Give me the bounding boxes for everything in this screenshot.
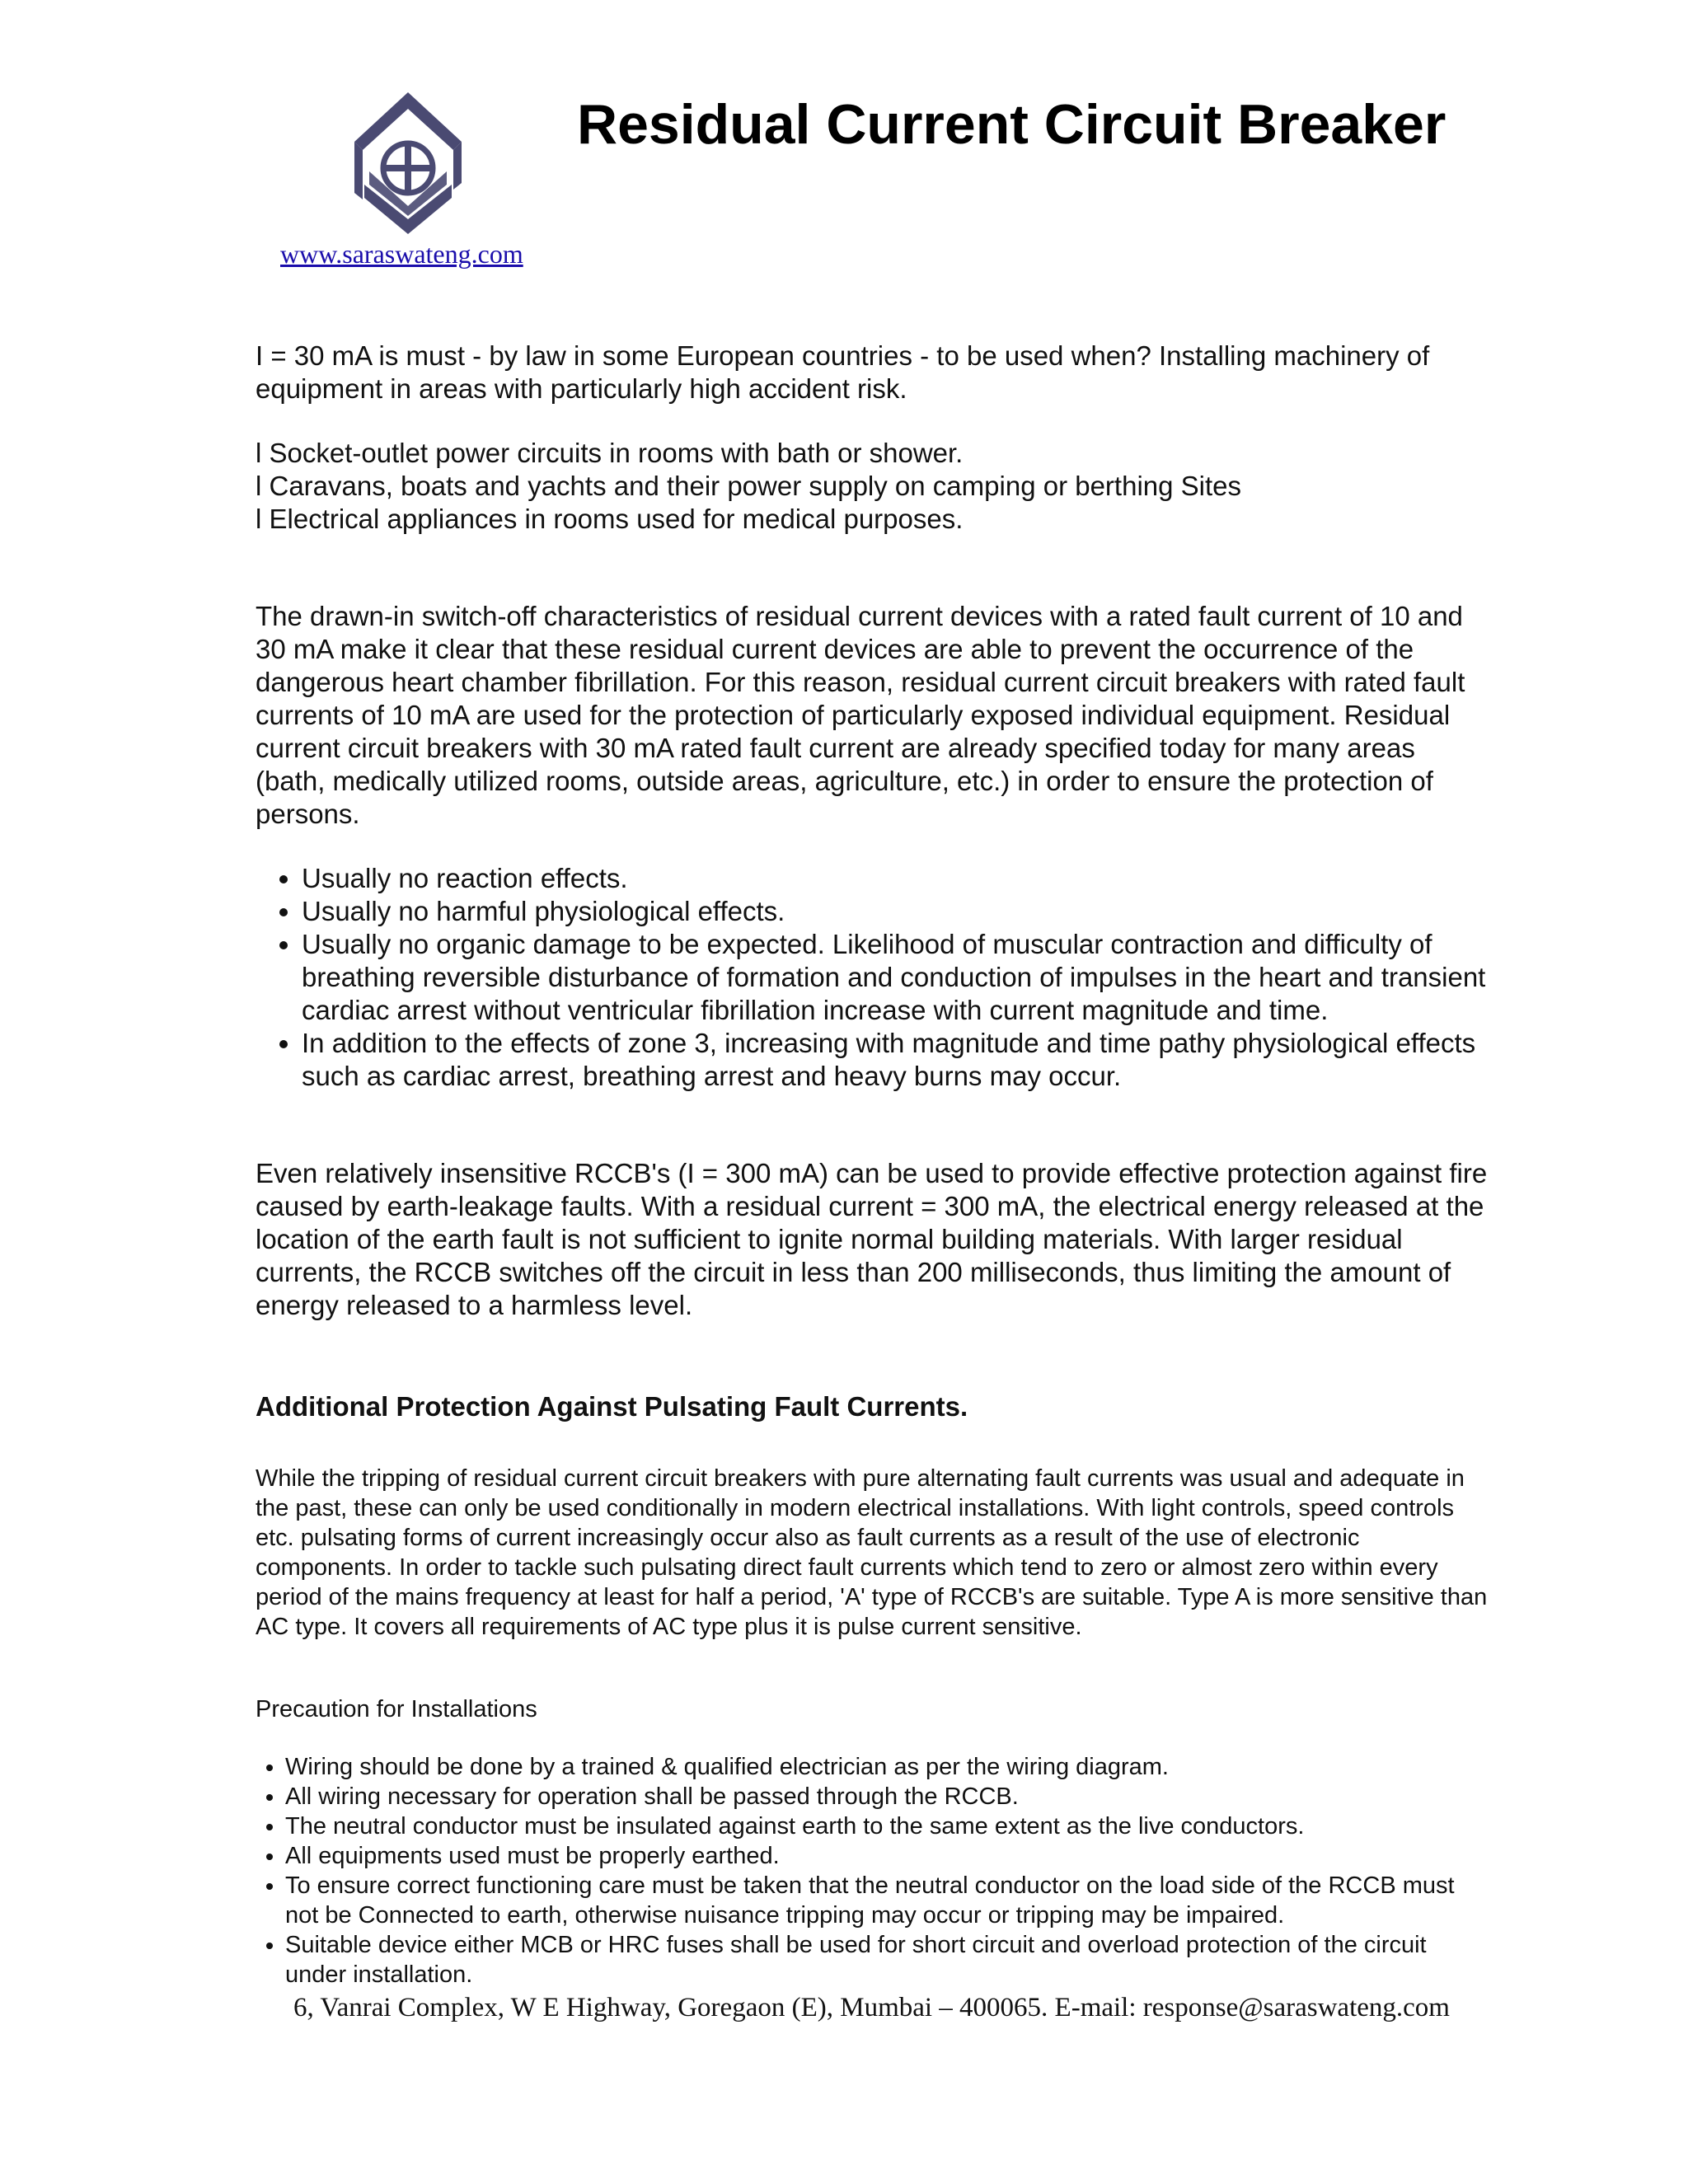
website-link[interactable]: www.saraswateng.com	[280, 239, 523, 269]
characteristics-paragraph: The drawn-in switch-off characteristics of residual current devices with a rated fault current of 10 and 30 mA make it clear that these residual current devices are able to prevent the occurrence of the dangerous heart chamber fibrillation. For this reason, residual current circuit breakers with rated fault currents of 10 mA are used for the protection of particularly exposed individual equipment. Residual current circuit breakers with 30 mA rated fault current are already specified today for many areas (bath, medically utilized rooms, outside areas, agriculture, etc.) in order to ensure the protection of persons.	[256, 601, 1465, 829]
application-list	[256, 437, 1492, 536]
list-item: l Caravans, boats and yachts and their power supply on camping or berthing Sites	[256, 471, 1242, 501]
list-item: • Usually no organic damage to be expected. Likelihood of muscular contraction and difficulty of breathing reversible disturbance of formation and conduction of impulses in the heart and transient cardiac arrest without ventricular fibrillation increase with current magnitude and time.	[302, 928, 1492, 1027]
list-item: l Socket-outlet power circuits in rooms with bath or shower.	[256, 438, 964, 468]
list-item: • In addition to the effects of zone 3, increasing with magnitude and time pathy physiological effects such as cardiac arrest, breathing arrest and heavy burns may occur.	[302, 1027, 1492, 1093]
list-item: • Suitable device either MCB or HRC fuses shall be used for short circuit and overload protection of the circuit under installation.	[285, 1930, 1492, 1990]
fire-protection-paragraph: Even relatively insensitive RCCB's (I = 300 mA) can be used to provide effective protection against fire caused by earth-leakage faults. With a residual current = 300 mA, the electrical energy released at the location of the earth fault is not sufficient to ignite normal building materials. With larger residual currents, the RCCB switches off the circuit in less than 200 milliseconds, thus limiting the amount of energy released to a harmless level.	[256, 1158, 1488, 1320]
list-item: l Electrical appliances in rooms used for medical purposes.	[256, 504, 964, 534]
effects-list	[256, 862, 1492, 1093]
pulsating-paragraph: While the tripping of residual current circuit breakers with pure alternating fault currents was usual and adequate in the past, these can only be used conditionally in modern electrical installations. With light controls, speed controls etc. pulsating forms of current increasingly occur also as fault currents as a result of the use of electronic components. In order to tackle such pulsating direct fault currents which tend to zero or almost zero within every period of the mains frequency at least for half a period, 'A' type of RCCB's are suitable. Type A is more sensitive than AC type. It covers all requirements of AC type plus it is pulse current sensitive.	[256, 1465, 1488, 1640]
list-item: • Wiring should be done by a trained & qualified electrician as per the wiring diagram.	[285, 1752, 1492, 1782]
list-item: • Usually no harmful physiological effects.	[302, 895, 1492, 928]
precautions-heading: Precaution for Installations	[256, 1696, 537, 1722]
page-title: Residual Current Circuit Breaker	[577, 93, 1447, 156]
list-item: • Usually no reaction effects.	[302, 862, 1492, 895]
intro-paragraph: I = 30 mA is must - by law in some European countries - to be used when? Installing machinery of equipment in areas with particularly high accident risk.	[256, 340, 1430, 404]
company-logo-icon	[354, 92, 462, 234]
list-item: • The neutral conductor must be insulated against earth to the same extent as the live conductors.	[285, 1811, 1492, 1841]
list-item: • To ensure correct functioning care must be taken that the neutral conductor on the load side of the RCCB must not be Connected to earth, otherwise nuisance tripping may occur or tripping may be impaired.	[285, 1871, 1492, 1930]
precautions-list	[256, 1752, 1492, 1990]
list-item: • All wiring necessary for operation shall be passed through the RCCB.	[285, 1782, 1492, 1811]
footer-address: 6, Vanrai Complex, W E Highway, Goregaon (E), Mumbai – 400065. E-mail: response@saraswateng.com	[293, 1993, 1450, 2022]
precautions-section	[256, 1752, 1492, 1990]
effects-section	[256, 862, 1492, 1093]
list-item: • All equipments used must be properly earthed.	[285, 1841, 1492, 1871]
section-heading: Additional Protection Against Pulsating Fault Currents.	[256, 1391, 968, 1422]
